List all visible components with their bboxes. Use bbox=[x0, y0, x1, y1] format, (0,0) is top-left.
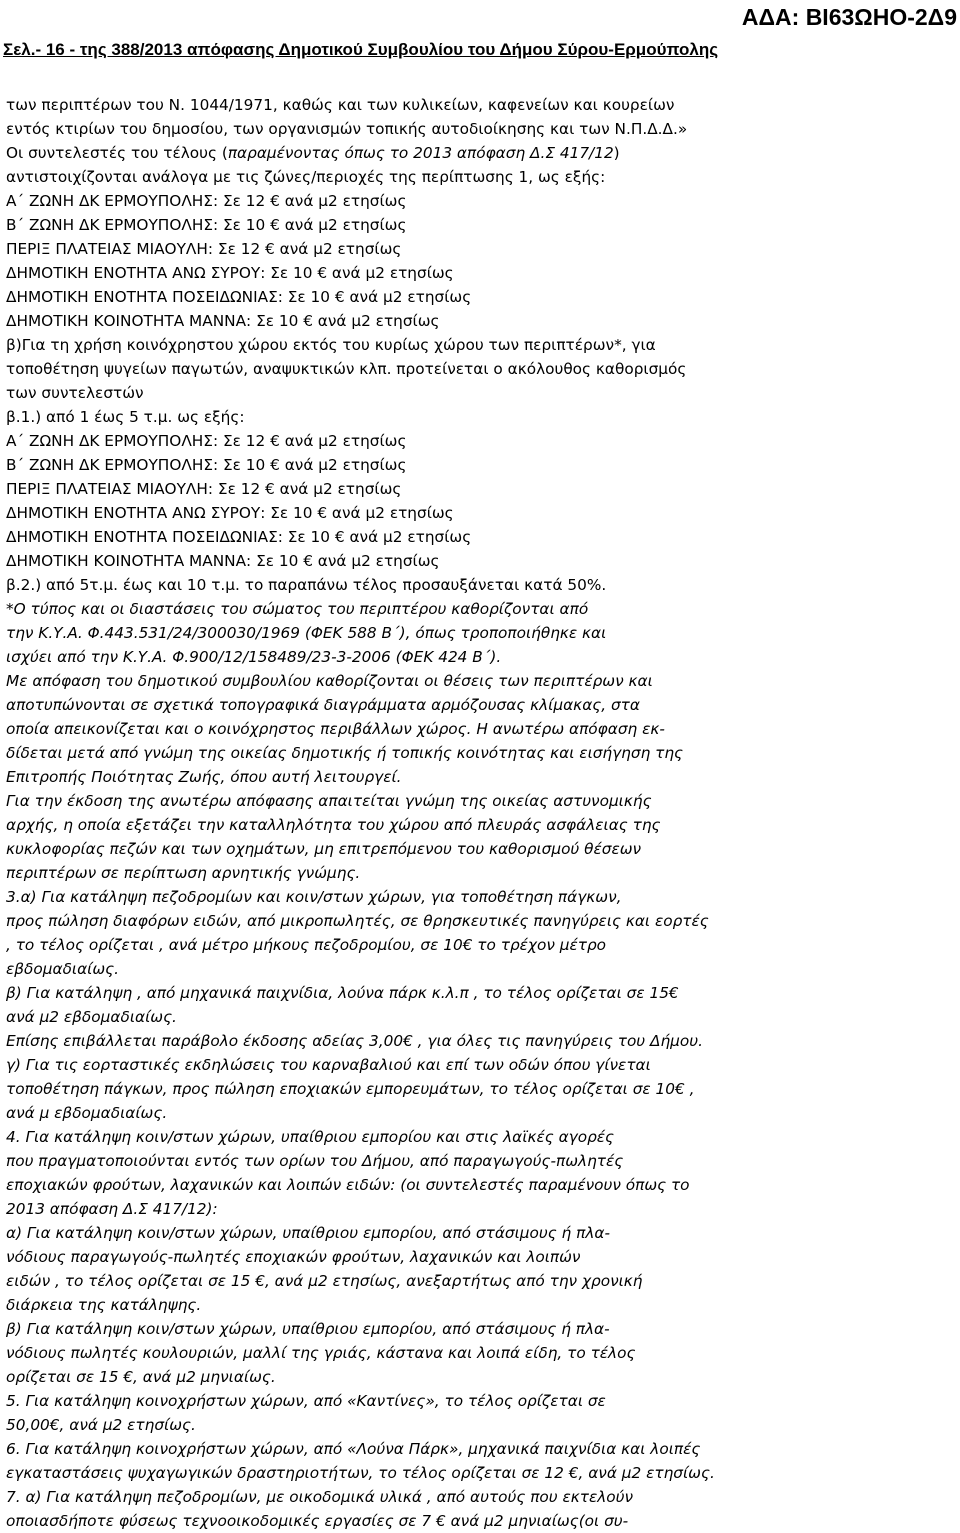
text-line bbox=[6, 189, 958, 213]
text-line bbox=[6, 477, 958, 501]
text-line bbox=[6, 237, 958, 261]
text-line bbox=[6, 525, 958, 549]
text-line-main: Για την έκδοση της ανωτέρω απόφασης απαιτείται γνώμη της οικείας αστυνομικής bbox=[6, 792, 652, 810]
text-line-main: Με απόφαση του δημοτικού συμβουλίου καθορίζονται οι θέσεις των περιπτέρων και bbox=[6, 672, 653, 690]
text-line bbox=[6, 429, 958, 453]
text-line bbox=[6, 1437, 958, 1461]
text-line-main: Επίσης επιβάλλεται παράβολο έκδοσης αδείας 3,00€ , για όλες τις πανηγύρεις του Δήμου. bbox=[6, 1032, 703, 1050]
text-line-main: Επιτροπής Ποιότητας Ζωής, όπου αυτή λειτουργεί. bbox=[6, 768, 402, 786]
text-line-main: αποτυπώνονται σε σχετικά τοπογραφικά διαγράμματα αρμόζουσας κλίμακας, στα bbox=[6, 696, 640, 714]
text-line bbox=[6, 933, 958, 957]
text-line-main: 4. Για κατάληψη κοιν/στων χώρων, υπαίθριου εμπορίου και στις λαϊκές αγορές bbox=[6, 1128, 615, 1146]
text-line-main: Β΄ ΖΩΝΗ ΔΚ ΕΡΜΟΥΠΟΛΗΣ: Σε 10 € ανά μ2 ετησίως bbox=[6, 456, 407, 474]
text-line bbox=[6, 1101, 958, 1125]
text-line-main: 3.α) Για κατάληψη πεζοδρομίων και κοιν/στων χώρων, για τοποθέτηση πάγκων, bbox=[6, 888, 622, 906]
text-line bbox=[6, 1149, 958, 1173]
text-line-main: ΔΗΜΟΤΙΚΗ ΚΟΙΝΟΤΗΤΑ ΜΑΝΝΑ: Σε 10 € ανά μ2 ετησίως bbox=[6, 312, 440, 330]
text-line-tail: ) bbox=[613, 144, 620, 162]
text-line-main: ισχύει από την Κ.Υ.Α. Φ.900/12/158489/23-3-2006 (ΦΕΚ 424 Β΄). bbox=[6, 648, 502, 666]
text-line-main: τοποθέτηση πάγκων, προς πώληση εποχιακών εμπορευμάτων, το τέλος ορίζεται σε 10€ , bbox=[6, 1080, 695, 1098]
text-line-main: οποία απεικονίζεται και ο κοινόχρηστος περιβάλλων χώρος. Η ανωτέρω απόφαση εκ- bbox=[6, 720, 665, 738]
text-line bbox=[6, 645, 958, 669]
text-line-main: ΔΗΜΟΤΙΚΗ ΕΝΟΤΗΤΑ ΠΟΣΕΙΔΩΝΙΑΣ: Σε 10 € ανά μ2 ετησίως bbox=[6, 528, 472, 546]
text-line-main: τοποθέτηση ψυγείων παγωτών, αναψυκτικών κλπ. προτείνεται ο ακόλουθος καθορισμός bbox=[6, 360, 687, 378]
text-line bbox=[6, 765, 958, 789]
text-line-main: ΔΗΜΟΤΙΚΗ ΕΝΟΤΗΤΑ ΑΝΩ ΣΥΡΟΥ: Σε 10 € ανά μ2 ετησίως bbox=[6, 504, 454, 522]
text-line bbox=[6, 1413, 958, 1437]
text-line-main: Α΄ ΖΩΝΗ ΔΚ ΕΡΜΟΥΠΟΛΗΣ: Σε 12 € ανά μ2 ετησίως bbox=[6, 192, 407, 210]
text-line bbox=[6, 621, 958, 645]
text-line-main: αρχής, η οποία εξετάζει την καταλληλότητα του χώρου από πλευράς ασφάλειας της bbox=[6, 816, 661, 834]
text-line bbox=[6, 837, 958, 861]
text-line bbox=[6, 1509, 958, 1533]
text-line bbox=[6, 717, 958, 741]
text-line-main: ειδών , το τέλος ορίζεται σε 15 €, ανά μ2 ετησίως, ανεξαρτήτως από την χρονική bbox=[6, 1272, 643, 1290]
text-line bbox=[6, 1053, 958, 1077]
text-line bbox=[6, 501, 958, 525]
text-line-main: *Ο τύπος και οι διαστάσεις του σώματος του περιπτέρου καθορίζονται από bbox=[6, 600, 589, 618]
text-line-main: 5. Για κατάληψη κοινοχρήστων χώρων, από «Καντίνες», το τέλος ορίζεται σε bbox=[6, 1392, 606, 1410]
text-line bbox=[6, 1125, 958, 1149]
text-line-main: εβδομαδιαίως. bbox=[6, 960, 120, 978]
document-code: ΑΔΑ: ΒΙ63ΩΗΟ-2Δ9 bbox=[741, 4, 957, 30]
text-line bbox=[6, 165, 958, 189]
text-line bbox=[6, 693, 958, 717]
text-line bbox=[6, 453, 958, 477]
text-line bbox=[6, 141, 958, 165]
text-line bbox=[6, 117, 958, 141]
text-line-main: την Κ.Υ.Α. Φ.443.531/24/300030/1969 (ΦΕΚ 588 Β΄), όπως τροποποιήθηκε και bbox=[6, 624, 607, 642]
text-line bbox=[6, 1389, 958, 1413]
text-line-main: β) Για κατάληψη κοιν/στων χώρων, υπαίθριου εμπορίου, από στάσιμους ή πλα- bbox=[6, 1320, 610, 1338]
text-line bbox=[6, 1485, 958, 1509]
text-line-main: που πραγματοποιούνται εντός των ορίων του Δήμου, από παραγωγούς-πωλητές bbox=[6, 1152, 624, 1170]
text-line bbox=[6, 573, 958, 597]
text-line-main: ΔΗΜΟΤΙΚΗ ΚΟΙΝΟΤΗΤΑ ΜΑΝΝΑ: Σε 10 € ανά μ2 ετησίως bbox=[6, 552, 440, 570]
text-line bbox=[6, 1197, 958, 1221]
text-line-main: γ) Για τις εορταστικές εκδηλώσεις του καρναβαλιού και επί των οδών όπου γίνεται bbox=[6, 1056, 651, 1074]
text-line bbox=[6, 597, 958, 621]
text-line-main: 6. Για κατάληψη κοινοχρήστων χώρων, από «Λούνα Πάρκ», μηχανικά παιχνίδια και λοιπές bbox=[6, 1440, 701, 1458]
text-line bbox=[6, 381, 958, 405]
text-line-main: εποχιακών φρούτων, λαχανικών και λοιπών ειδών: (οι συντελεστές παραμένουν όπως το bbox=[6, 1176, 690, 1194]
text-line bbox=[6, 549, 958, 573]
text-line-main: β.1.) από 1 έως 5 τ.μ. ως εξής: bbox=[6, 408, 245, 426]
text-line-main: κυκλοφορίας πεζών και των οχημάτων, μη επιτρεπόμενου του καθορισμού θέσεων bbox=[6, 840, 642, 858]
text-line bbox=[6, 309, 958, 333]
text-line-main: εντός κτιρίων του δημοσίου, των οργανισμών τοπικής αυτοδιοίκησης και των Ν.Π.Δ.Δ.» bbox=[6, 120, 688, 138]
text-line bbox=[6, 1245, 958, 1269]
text-line-main: α) Για κατάληψη κοιν/στων χώρων, υπαίθριου εμπορίου, από στάσιμους ή πλα- bbox=[6, 1224, 610, 1242]
text-line-main: οποιασδήποτε φύσεως τεχνοοικοδομικές εργασίες σε 7 € ανά μ2 μηνιαίως(οι συ- bbox=[6, 1512, 629, 1530]
text-line bbox=[6, 741, 958, 765]
text-line bbox=[6, 1341, 958, 1365]
text-line bbox=[6, 1173, 958, 1197]
text-line-main: 50,00€, ανά μ2 ετησίως. bbox=[6, 1416, 196, 1434]
text-line-main: 7. α) Για κατάληψη πεζοδρομίων, με οικοδομικά υλικά , από αυτούς που εκτελούν bbox=[6, 1488, 634, 1506]
text-line bbox=[6, 1293, 958, 1317]
text-line-main: των συντελεστών bbox=[6, 384, 144, 402]
text-line bbox=[6, 1029, 958, 1053]
text-line bbox=[6, 261, 958, 285]
text-line-main: Α΄ ΖΩΝΗ ΔΚ ΕΡΜΟΥΠΟΛΗΣ: Σε 12 € ανά μ2 ετησίως bbox=[6, 432, 407, 450]
text-line-main: ΠΕΡΙΞ ΠΛΑΤΕΙΑΣ ΜΙΑΟΥΛΗ: Σε 12 € ανά μ2 ετησίως bbox=[6, 240, 402, 258]
text-line-main: αντιστοιχίζονται ανάλογα με τις ζώνες/περιοχές της περίπτωσης 1, ως εξής: bbox=[6, 168, 606, 186]
text-line bbox=[6, 1269, 958, 1293]
text-line bbox=[6, 885, 958, 909]
text-line bbox=[6, 1461, 958, 1485]
text-line bbox=[6, 1317, 958, 1341]
text-line-main: περιπτέρων σε περίπτωση αρνητικής γνώμης. bbox=[6, 864, 361, 882]
text-line-main: β.2.) από 5τ.μ. έως και 10 τ.μ. το παραπάνω τέλος προσαυξάνεται κατά 50%. bbox=[6, 576, 607, 594]
text-line-main: Οι συντελεστές του τέλους ( bbox=[6, 144, 228, 162]
text-line-main: προς πώληση διαφόρων ειδών, από μικροπωλητές, σε θρησκευτικές πανηγύρεις και εορτές bbox=[6, 912, 709, 930]
text-line-main: ΔΗΜΟΤΙΚΗ ΕΝΟΤΗΤΑ ΠΟΣΕΙΔΩΝΙΑΣ: Σε 10 € ανά μ2 ετησίως bbox=[6, 288, 472, 306]
text-line-main: β)Για τη χρήση κοινόχρηστου χώρου εκτός του κυρίως χώρου των περιπτέρων*, για bbox=[6, 336, 656, 354]
text-line bbox=[6, 213, 958, 237]
text-line-main: νόδιους παραγωγούς-πωλητές εποχιακών φρούτων, λαχανικών και λοιπών bbox=[6, 1248, 581, 1266]
text-line bbox=[6, 1005, 958, 1029]
text-line bbox=[6, 981, 958, 1005]
text-line bbox=[6, 285, 958, 309]
text-line bbox=[6, 1077, 958, 1101]
text-line bbox=[6, 93, 958, 117]
text-line-main: εγκαταστάσεις ψυχαγωγικών δραστηριοτήτων, το τέλος ορίζεται σε 12 €, ανά μ2 ετησίως. bbox=[6, 1464, 715, 1482]
text-line bbox=[6, 1365, 958, 1389]
text-line-main: διάρκεια της κατάληψης. bbox=[6, 1296, 202, 1314]
text-line bbox=[6, 357, 958, 381]
text-line-main: νόδιους πωλητές κουλουριών, μαλλί της γριάς, κάστανα και λοιπά είδη, το τέλος bbox=[6, 1344, 636, 1362]
text-line-main: β) Για κατάληψη , από μηχανικά παιχνίδια, λούνα πάρκ κ.λ.π , το τέλος ορίζεται σε 15€ bbox=[6, 984, 679, 1002]
text-line-main: ΠΕΡΙΞ ΠΛΑΤΕΙΑΣ ΜΙΑΟΥΛΗ: Σε 12 € ανά μ2 ετησίως bbox=[6, 480, 402, 498]
text-line-main: 2013 απόφαση Δ.Σ 417/12): bbox=[6, 1200, 218, 1218]
text-line bbox=[6, 405, 958, 429]
text-line bbox=[6, 333, 958, 357]
text-line-main: Β΄ ΖΩΝΗ ΔΚ ΕΡΜΟΥΠΟΛΗΣ: Σε 10 € ανά μ2 ετησίως bbox=[6, 216, 407, 234]
text-line-main: ανά μ2 εβδομαδιαίως. bbox=[6, 1008, 177, 1026]
text-line-main: ορίζεται σε 15 €, ανά μ2 μηνιαίως. bbox=[6, 1368, 276, 1386]
text-line bbox=[6, 861, 958, 885]
document-subtitle: Σελ.- 16 - της 388/2013 απόφασης Δημοτικού Συμβουλίου του Δήμου Σύρου-Ερμούπολης bbox=[3, 40, 719, 59]
text-line bbox=[6, 813, 958, 837]
text-line bbox=[6, 957, 958, 981]
text-line bbox=[6, 669, 958, 693]
text-line-main: δίδεται μετά από γνώμη της οικείας δημοτικής ή τοπικής κοινότητας και εισήγηση της bbox=[6, 744, 684, 762]
text-line-main: , το τέλος ορίζεται , ανά μέτρο μήκους πεζοδρομίου, σε 10€ το τρέχον μέτρο bbox=[6, 936, 607, 954]
text-line bbox=[6, 1221, 958, 1245]
text-line-main: ανά μ εβδομαδιαίως. bbox=[6, 1104, 168, 1122]
text-line-main: ΔΗΜΟΤΙΚΗ ΕΝΟΤΗΤΑ ΑΝΩ ΣΥΡΟΥ: Σε 10 € ανά μ2 ετησίως bbox=[6, 264, 454, 282]
text-line-main: των περιπτέρων του Ν. 1044/1971, καθώς και των κυλικείων, καφενείων και κουρείων bbox=[6, 96, 675, 114]
text-line bbox=[6, 909, 958, 933]
text-line bbox=[6, 789, 958, 813]
document-body bbox=[6, 93, 958, 1533]
text-line-italic: παραμένοντας όπως το 2013 απόφαση Δ.Σ 417/12 bbox=[227, 144, 614, 162]
